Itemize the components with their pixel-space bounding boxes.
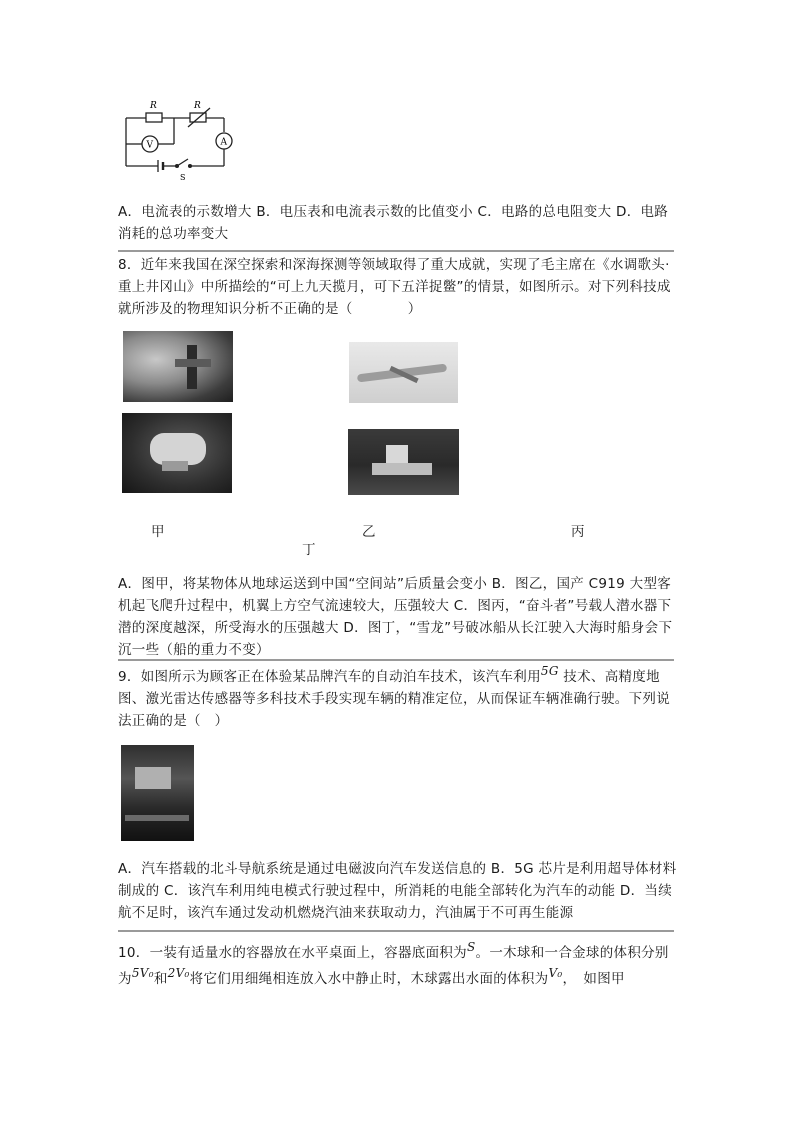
q9-stem: [118, 666, 678, 732]
photo-space-station: [123, 331, 233, 402]
caption-bing: 丙: [571, 524, 585, 540]
q8-stem: 8．近年来我国在深空探索和深海探测等领域取得了重大成就，实现了毛主席在《水调歌头·重上井冈山》中所描绘的“可上九天揽月，可下五洋捉鳖”的情景，如图所示。对下列科技成就所涉及的物理知识分析不正确的是（ ）: [118, 257, 671, 317]
switch-label: S: [180, 173, 186, 182]
photo-submersible: [122, 413, 232, 493]
q10-part2: 。一木球和一合金球的体积分别为: [118, 945, 669, 987]
q9-stem-after: 技术、高精度地图、激光雷达传感器等多科技术手段实现车辆的精准定位，从而保证车辆准确行驶。下列说法正确的是（ ）: [118, 669, 670, 729]
caption-ding: 丁: [302, 542, 316, 558]
r1-label: R: [150, 101, 157, 111]
math-5v0: 5V₀: [131, 966, 154, 980]
caption-jia: 甲: [151, 524, 165, 540]
caption-yi: 乙: [362, 524, 376, 540]
divider-1: [118, 250, 674, 252]
photo-airliner: [349, 342, 458, 403]
math-5g: 5G: [540, 664, 559, 678]
divider-2: [118, 659, 674, 661]
q7-options: A．电流表的示数增大 B．电压表和电流表示数的比值变小 C．电路的总电阻变大 D．电路消耗的总功率变大: [118, 204, 669, 242]
r2-label: R: [194, 101, 201, 111]
divider-3: [118, 930, 674, 932]
q10-stem: [118, 940, 678, 992]
photo-car-parking: [121, 745, 194, 841]
math-s: S: [466, 940, 476, 954]
q10-part3: 和: [153, 971, 168, 987]
circuit-diagram: [118, 96, 248, 182]
q8-options: A．图甲，将某物体从地球运送到中国“空间站”后质量会变小 B．图乙，国产 C919 大型客机起飞爬升过程中，机翼上方空气流速较大，压强较大 C．图丙，“奋斗者”号载人潜水器下潜的深度越深，所受海水的压强越大 D．图丁，“雪龙”号破冰船从长江驶入大海时船身会下沉一些（船的重力不变）: [118, 576, 673, 658]
ammeter-label: A: [220, 137, 227, 148]
q9-options: A．汽车搭载的北斗导航系统是通过电磁波向汽车发送信息的 B．5G 芯片是利用超导体材料制成的 C．该汽车利用纯电模式行驶过程中，所消耗的电能全部转化为汽车的动能 D．当续航不足时，该汽车通过发动机燃烧汽油来获取动力，汽油属于不可再生能源: [118, 861, 677, 921]
photo-icebreaker: [348, 429, 459, 495]
q10-part4: 将它们用细绳相连放入水中静止时，木球露出水面的体积为: [189, 971, 549, 987]
math-v0: V₀: [548, 966, 563, 980]
q9-stem-before: 9．如图所示为顾客正在体验某品牌汽车的自动泊车技术，该汽车利用: [118, 669, 541, 685]
math-2v0: 2V₀: [167, 966, 190, 980]
q10-part1: 10．一装有适量水的容器放在水平桌面上，容器底面积为: [118, 945, 467, 961]
q10-part5: ， 如图甲: [562, 971, 625, 987]
resistor-r1: [146, 113, 162, 122]
voltmeter-label: V: [146, 140, 153, 151]
